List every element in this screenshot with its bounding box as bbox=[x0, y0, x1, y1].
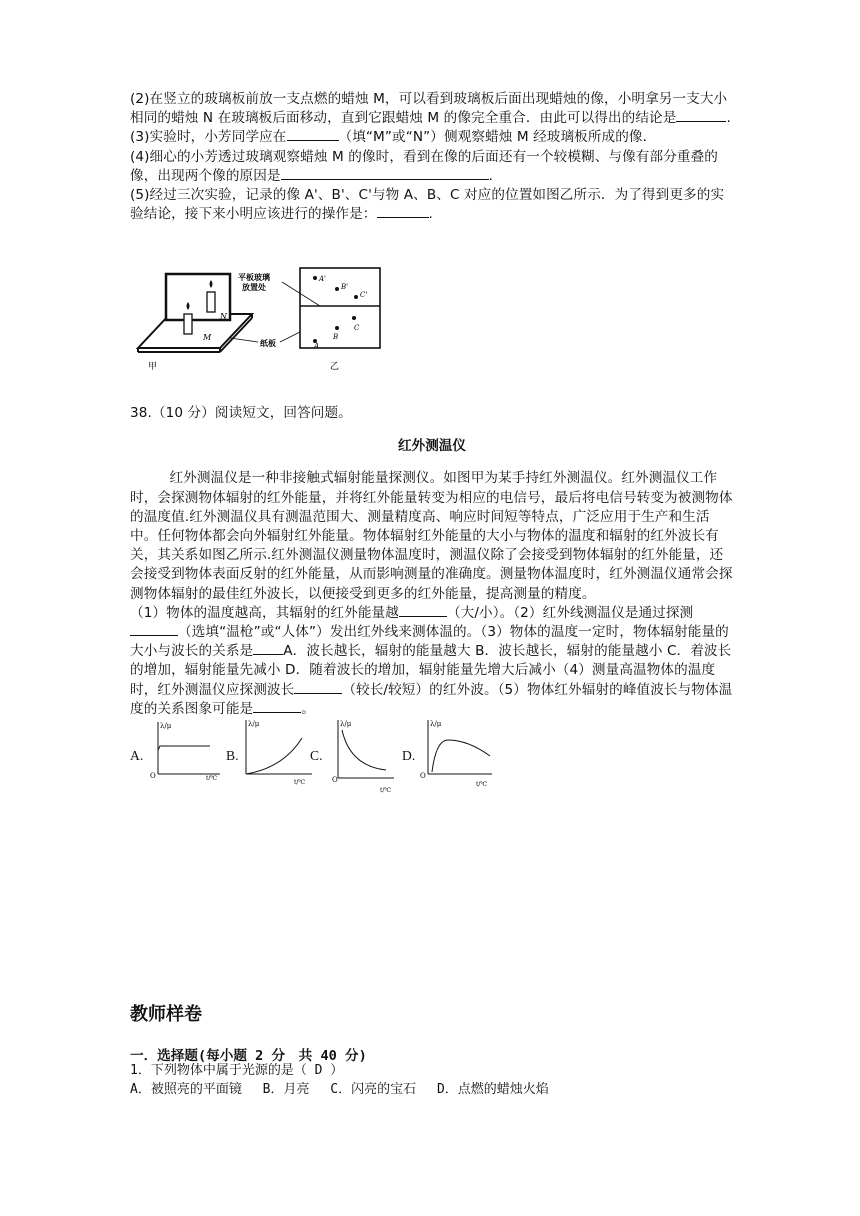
answer-blank[interactable] bbox=[287, 128, 339, 141]
svg-text:λ/μ: λ/μ bbox=[430, 720, 442, 728]
q38-questions: （1）物体的温度越高，其辐射的红外能量越 （大/小）。（2）红外线测温仪是通过探测（选填“温枪”或“人体”）发出红外线来测体温的。（3）物体的温度一定时，物体辐射能量的大小与波长的关系是 A．波长越长，辐射的能量越大 B．波长越长，辐射的能量越小 C．着波长的增加，辐射能量先减小 D．随着波长的增加，辐射能量先增大后减小（4）测量高温物体的温度时，红外测温仪应探测波长 （较长/较短）的红外波。（5）物体红外辐射的峰值波长与物体温度的关系图象可能是 。 bbox=[130, 604, 733, 717]
svg-text:平板玻璃: 平板玻璃 bbox=[238, 272, 270, 282]
svg-text:λ/μ: λ/μ bbox=[248, 720, 260, 728]
svg-text:纸板: 纸板 bbox=[260, 338, 276, 348]
answer-blank[interactable] bbox=[676, 109, 726, 122]
svg-text:C': C' bbox=[360, 291, 368, 299]
svg-text:B: B bbox=[333, 333, 339, 341]
q38-passage-title: 红外测温仪 bbox=[398, 437, 466, 454]
svg-text:λ/μ: λ/μ bbox=[340, 720, 352, 728]
q37-part4: (4)细心的小芳透过玻璃观察蜡烛 M 的像时，看到在像的后面还有一个较模糊、与像有部分重叠的像，出现两个像的原因是 . bbox=[130, 148, 718, 184]
experiment-figure bbox=[134, 266, 384, 374]
q37-part5: (5)经过三次实验，记录的像 A'、B'、C'与物 A、B、C 对应的位置如图乙所示．为了得到更多的实验结论，接下来小明应该进行的操作是： . bbox=[130, 187, 725, 223]
q37-part3: (3)实验时，小芳同学应在 （填“M”或“N”）侧观察蜡烛 M 经玻璃板所成的像． bbox=[130, 129, 657, 146]
option-c-label[interactable]: C. bbox=[310, 748, 323, 763]
teacher-q1-options: A．被照亮的平面镜 B．月亮 C．闪亮的宝石 D．点燃的蜡烛火焰 bbox=[130, 1082, 549, 1097]
q37-part2: (2)在竖立的玻璃板前放一支点燃的蜡烛 M，可以看到玻璃板后面出现蜡烛的像，小明拿另一支大小相同的蜡烛 N 在玻璃板后面移动，直到它跟蜡烛 M 的像完全重合．由此可以得出的结论是 . bbox=[130, 91, 731, 127]
q38-heading: 38.（10 分）阅读短文，回答问题。 bbox=[130, 405, 352, 421]
answer-blank[interactable] bbox=[281, 167, 489, 180]
svg-text:t/℃: t/℃ bbox=[476, 781, 488, 788]
svg-text:放置处: 放置处 bbox=[242, 282, 266, 292]
svg-text:乙: 乙 bbox=[330, 362, 340, 372]
svg-text:t/℃: t/℃ bbox=[294, 779, 306, 786]
svg-text:C: C bbox=[354, 324, 360, 332]
option-a-graph bbox=[146, 718, 224, 780]
answer-blank[interactable] bbox=[294, 681, 342, 694]
svg-text:t/℃: t/℃ bbox=[206, 775, 218, 780]
svg-text:O: O bbox=[332, 776, 338, 784]
svg-text:A': A' bbox=[319, 275, 326, 283]
answer-blank[interactable] bbox=[377, 205, 429, 218]
answer-blank[interactable] bbox=[399, 604, 447, 617]
record-paper bbox=[300, 268, 380, 348]
svg-text:O: O bbox=[150, 772, 156, 780]
svg-text:λ/μ: λ/μ bbox=[160, 722, 172, 730]
svg-text:O: O bbox=[420, 772, 426, 780]
option-b-label[interactable]: B. bbox=[226, 748, 239, 763]
option-a-label[interactable]: A. bbox=[130, 748, 144, 763]
answer-blank[interactable] bbox=[253, 642, 283, 655]
svg-text:B': B' bbox=[341, 283, 349, 291]
option-d-label[interactable]: D. bbox=[402, 748, 416, 763]
svg-text:M: M bbox=[203, 333, 212, 342]
answer-blank[interactable] bbox=[130, 623, 178, 636]
option-d-graph bbox=[418, 716, 496, 790]
candle-n bbox=[207, 292, 215, 312]
option-c-graph bbox=[328, 716, 398, 794]
candle-m bbox=[184, 314, 192, 334]
q37-text bbox=[130, 90, 734, 224]
q38-block bbox=[130, 404, 734, 719]
answer-blank[interactable] bbox=[253, 700, 301, 713]
svg-text:t/℃: t/℃ bbox=[380, 787, 392, 794]
svg-text:甲: 甲 bbox=[148, 362, 158, 372]
teacher-heading: 教师样卷 bbox=[130, 1004, 202, 1025]
section-heading: 一．选择题(每小题 2 分 共 40 分) bbox=[130, 1048, 367, 1064]
option-b-graph bbox=[238, 716, 316, 790]
q38-passage: 红外测温仪是一种非接触式辐射能量探测仪。如图甲为某手持红外测温仪。红外测温仪工作时，会探测物体辐射的红外能量，并将红外能量转变为相应的电信号，最后将电信号转变为被测物体的温度值.红外测温仪具有测温范围大、测量精度高、响应时间短等特点，广泛应用于生产和生活中。任何物体都会向外辐射红外能量。物体辐射红外能量的大小与物体的温度和辐射的红外波长有关，其关系如图乙所示.红外测温仪测量物体温度时，测温仪除了会接受到物体辐射的红外能量，还会接受到物体表面反射的红外能量，从而影响测量的准确度。测量物体温度时，红外测温仪通常会探测物体辐射的最佳红外波长，以便接受到更多的红外能量，提高测量的精度。 bbox=[130, 470, 733, 602]
svg-text:A: A bbox=[314, 342, 320, 350]
teacher-q1: 1．下列物体中属于光源的是（ D ） bbox=[130, 1063, 344, 1078]
svg-text:N: N bbox=[220, 312, 227, 321]
